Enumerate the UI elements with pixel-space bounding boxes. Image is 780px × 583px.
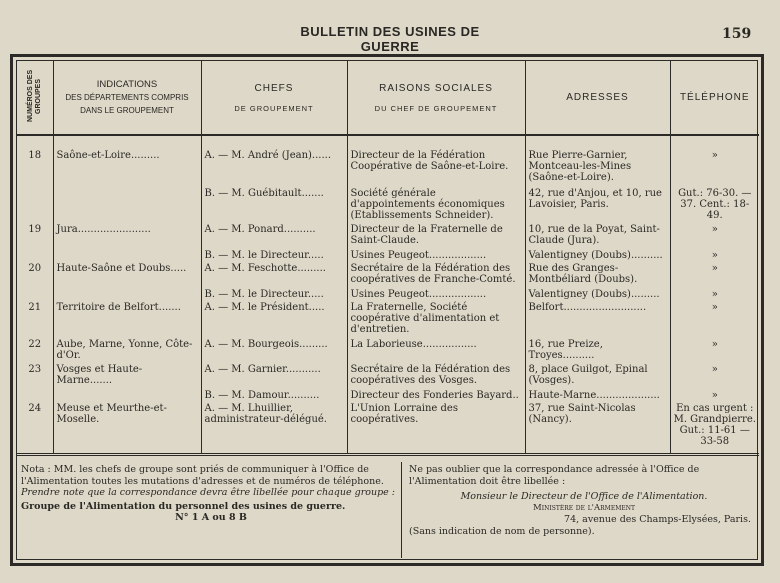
row-adresse: Valentigney (Doubs)..........: [525, 249, 670, 263]
row-raison: Usines Peugeot..................: [347, 288, 525, 302]
row-telephone: Gut.: 76-30. — 37. Cent.: 18-49.: [678, 187, 752, 221]
row-number: [17, 249, 53, 263]
row-number: [17, 187, 53, 224]
row-departement: Aube, Marne, Yonne, Côte-d'Or.: [53, 338, 201, 363]
row-raison: La Fraternelle, Société coopérative d'alimentation et d'entretien.: [347, 301, 525, 338]
row-telephone: »: [711, 224, 718, 236]
header-raisons: RAISONS SOCIALES DU CHEF DE GROUPEMENT: [347, 61, 525, 135]
note-right: [409, 464, 759, 537]
table-row: [17, 249, 759, 263]
row-adresse: Rue Pierre-Garnier, Montceau-les-Mines (Saône-et-Loire).: [525, 135, 670, 187]
row-raison: Secrétaire de la Fédération des coopératives des Vosges.: [347, 363, 525, 388]
note-instruction: Prendre note que la correspondance devra être libellée pour chaque groupe :: [21, 487, 396, 498]
row-departement: Haute-Saône et Doubs.....: [53, 262, 201, 287]
table-row: [17, 301, 759, 338]
row-number: 24: [17, 402, 53, 450]
row-departement: [53, 288, 201, 302]
table-row: [17, 187, 759, 224]
row-chef: A. — M. André (Jean)......: [201, 135, 347, 187]
row-raison: Directeur de la Fédération Coopérative de Saône-et-Loire.: [347, 135, 525, 187]
note-reminder: Ne pas oublier que la correspondance adressée à l'Office de l'Alimentation doit être libellée :: [409, 464, 700, 487]
header-num: NUMÉROS DES GROUPES: [17, 61, 53, 135]
note-group-label: Groupe de l'Alimentation du personnel des usines de guerre.: [21, 500, 346, 512]
table-row: [17, 363, 759, 388]
table-row: [17, 135, 759, 187]
row-adresse: 37, rue Saint-Nicolas (Nancy).: [525, 402, 670, 450]
row-chef: B. — M. Guébitault.......: [201, 187, 347, 224]
header-departements: INDICATIONS DES DÉPARTEMENTS COMPRIS DANS LE GROUPEMENT: [53, 61, 201, 135]
row-departement: Jura.......................: [53, 223, 201, 248]
row-chef: A. — M. le Président.....: [201, 301, 347, 338]
row-chef: B. — M. le Directeur.....: [201, 249, 347, 263]
note-addressee: Monsieur le Directeur de l'Office de l'Alimentation.: [460, 491, 708, 502]
note-ministry: Ministère de l'Armement: [533, 502, 635, 513]
row-raison: La Laborieuse.................: [347, 338, 525, 363]
note-text: Nota : MM. les chefs de groupe sont priés de communiquer à l'Office de l'Alimentation toutes les mutations d'adresses et de numéros de téléphone.: [21, 464, 384, 487]
groups-table: [17, 61, 759, 453]
row-telephone: »: [711, 150, 718, 161]
row-number: [17, 288, 53, 302]
note-left: [21, 464, 401, 524]
row-adresse: Haute-Marne....................: [525, 389, 670, 403]
row-number: [17, 389, 53, 403]
row-raison: Directeur de la Fraternelle de Saint-Claude.: [347, 223, 525, 248]
row-adresse: Valentigney (Doubs).........: [525, 288, 670, 302]
table-row: [17, 389, 759, 403]
row-telephone: »: [711, 302, 718, 314]
row-telephone: »: [711, 389, 718, 401]
row-raison: Usines Peugeot..................: [347, 249, 525, 263]
row-chef: A. — M. Ponard..........: [201, 223, 347, 248]
table-inner: [16, 60, 758, 560]
running-title: BULLETIN DES USINES DE GUERRE: [300, 24, 480, 54]
note-address: 74, avenue des Champs-Elysées, Paris.: [564, 514, 751, 525]
row-departement: [53, 187, 201, 224]
row-number: 22: [17, 338, 53, 363]
row-telephone: »: [711, 364, 718, 376]
row-departement: Saône-et-Loire.........: [53, 135, 201, 187]
row-number: 18: [17, 135, 53, 187]
running-head: [0, 22, 780, 54]
row-adresse: 10, rue de la Poyat, Saint-Claude (Jura).: [525, 223, 670, 248]
row-chef: A. — M. Bourgeois.........: [201, 338, 347, 363]
table-row: [17, 223, 759, 248]
row-raison: Directeur des Fonderies Bayard..: [347, 389, 525, 403]
row-adresse: 16, rue Preize, Troyes..........: [525, 338, 670, 363]
row-number: 19: [17, 223, 53, 248]
row-adresse: 42, rue d'Anjou, et 10, rue Lavoisier, Paris.: [525, 187, 670, 224]
note-group-number: N° 1 A ou 8 B: [175, 512, 247, 523]
note-divider: [401, 462, 402, 558]
row-chef: B. — M. Damour..........: [201, 389, 347, 403]
row-telephone: »: [711, 339, 718, 351]
row-departement: [53, 249, 201, 263]
table-row: [17, 262, 759, 287]
row-telephone: En cas urgent : M. Grandpierre. Gut.: 11-61 — 33-58: [673, 403, 756, 448]
row-number: 20: [17, 262, 53, 287]
row-departement: Territoire de Belfort.......: [53, 301, 201, 338]
note-section: [17, 453, 759, 565]
table-frame: [10, 54, 764, 566]
row-raison: Société générale d'appointements économiques (Etablissements Schneider).: [347, 187, 525, 224]
note-caveat: (Sans indication de nom de personne).: [409, 525, 595, 537]
row-number: 23: [17, 363, 53, 388]
table-row: [17, 338, 759, 363]
row-number: 21: [17, 301, 53, 338]
row-chef: A. — M. Feschotte.........: [201, 262, 347, 287]
table-row: [17, 402, 759, 450]
page-number: 159: [722, 26, 752, 42]
row-adresse: Rue des Granges-Montbéliard (Doubs).: [525, 262, 670, 287]
header-telephone: TÉLÉPHONE: [670, 61, 759, 135]
row-departement: Vosges et Haute-Marne.......: [53, 363, 201, 388]
header-chefs: CHEFS DE GROUPEMENT: [201, 61, 347, 135]
row-chef: A. — M. Lhuillier, administrateur-délégué.: [201, 402, 347, 450]
table-row: [17, 288, 759, 302]
row-raison: L'Union Lorraine des coopératives.: [347, 402, 525, 450]
header-adresses: ADRESSES: [525, 61, 670, 135]
row-telephone: »: [711, 263, 718, 275]
row-chef: B. — M. le Directeur.....: [201, 288, 347, 302]
row-raison: Secrétaire de la Fédération des coopératives de Franche-Comté.: [347, 262, 525, 287]
row-telephone: »: [711, 288, 718, 300]
row-adresse: 8, place Guilgot, Epinal (Vosges).: [525, 363, 670, 388]
row-departement: Meuse et Meurthe-et-Moselle.: [53, 402, 201, 450]
row-chef: A. — M. Garnier...........: [201, 363, 347, 388]
row-telephone: »: [711, 249, 718, 261]
row-adresse: Belfort..........................: [525, 301, 670, 338]
row-departement: [53, 389, 201, 403]
